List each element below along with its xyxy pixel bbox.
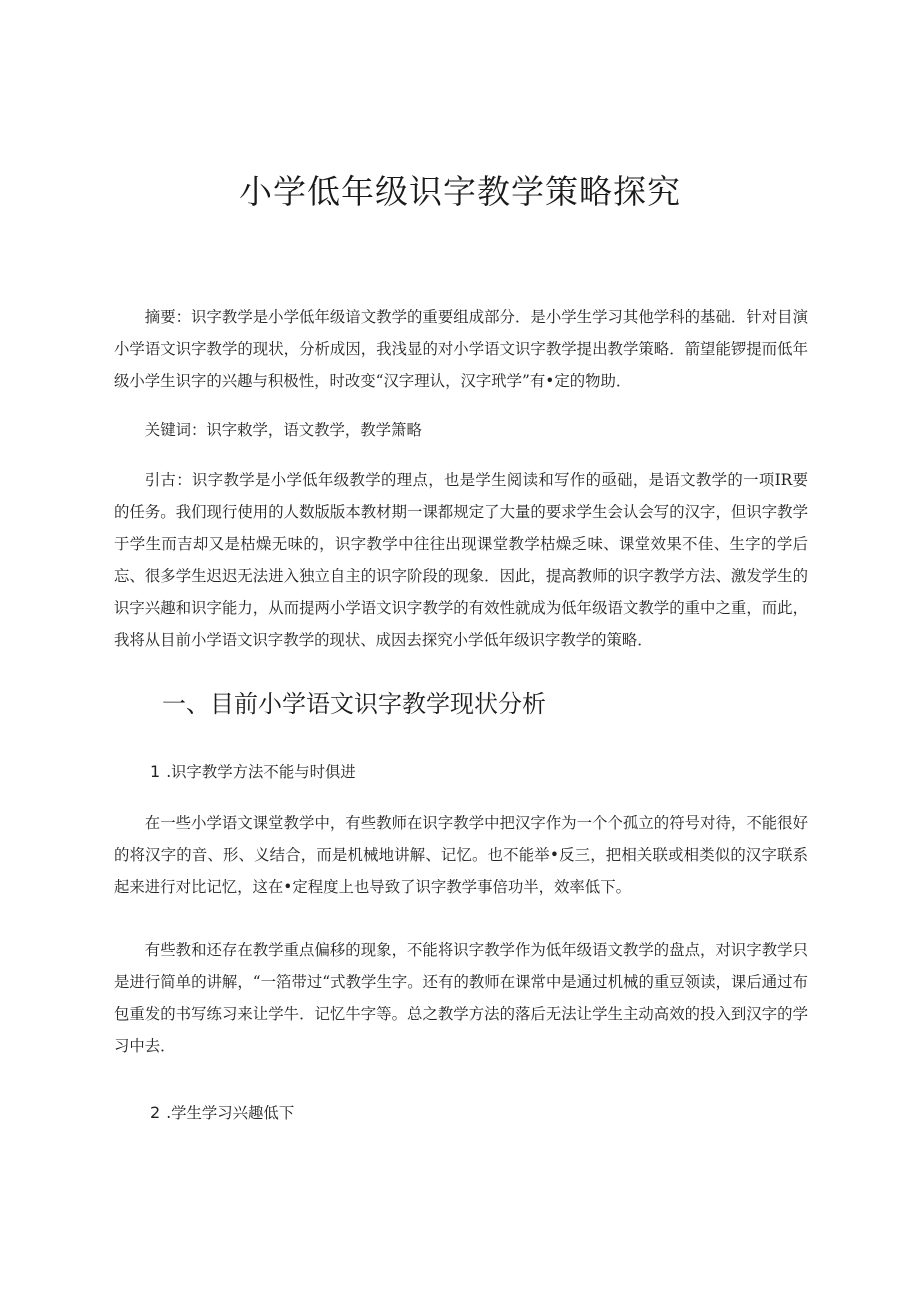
subsection-1-text: .识字教学方法不能与时俱进	[166, 763, 356, 781]
abstract-paragraph: 摘要：识字教学是小学低年级谙文教学的重要组成部分．是小学生学习其他学科的基础．针对目演小学语文识字教学的现状，分析成因，我浅显的对小学语文识字教学提出教学策略．箭望能锣提而低年级小学生识字的兴趣与积极性，时改变“汉字理认，汉字玳学”有•定的物助．	[114, 308, 808, 390]
document-title: 小学低年级识字教学策略探究	[239, 172, 681, 211]
subsection-2-number: 2	[150, 1103, 161, 1122]
intro-paragraph: 引古：识字教学是小学低年级教学的理点，也是学生阅读和写作的亟础，是语文教学的一项IR要的任务。我们现行使用的人数版版本教材期一课都规定了大量的要求学生会认会写的汉字，但识字教学于学生而吉却又是枯燥无味的，识字教学中往往出现课堂教学枯燥乏味、课堂效果不佳、生字的学后忘、很多学生迟迟无法进入独立自主的识字阶段的现象．因此，提高教师的识字教学方法、激发学生的识字兴趣和识字能力，从而提两小学语文识字教学的有效性就成为低年级语文教学的重中之重，而此，我将从目前小学语文识字教学的现状、成因去探究小学低年级识字教学的策略．	[114, 471, 808, 649]
subsection-1-heading	[150, 760, 356, 782]
section-1-paragraph-b: 有些教和还存在教学重点偏移的现象，不能将识字教学作为低年级语文教学的盘点，对识字教学只是进行简单的讲解，“一箔带过“式教学生字。还有的教师在课常中是通过机械的重豆领读，课后通过布包重发的书写练习来让学牛．记忆牛字等。总之教学方法的落后无法让学生主动高效的投入到汉字的学习中去．	[114, 941, 808, 1055]
section-1-paragraph-a: 在一些小学语文课堂教学中，有些教师在识字教学中把汉字作为一个个孤立的符号对待，不能很好的将汉字的音、形、义结合，而是机械地讲解、记忆。也不能举•反三，把相关联或相类似的汉字联系起来进行对比记忆，这在•定程度上也导致了识字教学事倍功半，效率低下。	[114, 814, 808, 896]
subsection-1-number: 1	[150, 762, 161, 781]
subsection-2-heading	[150, 1101, 294, 1123]
subsection-2-text: .学生学习兴趣低下	[166, 1104, 295, 1122]
keywords-paragraph: 关键词：识字敕学，语文教学，教学箫略	[144, 421, 422, 439]
section-1-heading: 一、目前小学语文识字教学现状分析	[162, 690, 546, 718]
